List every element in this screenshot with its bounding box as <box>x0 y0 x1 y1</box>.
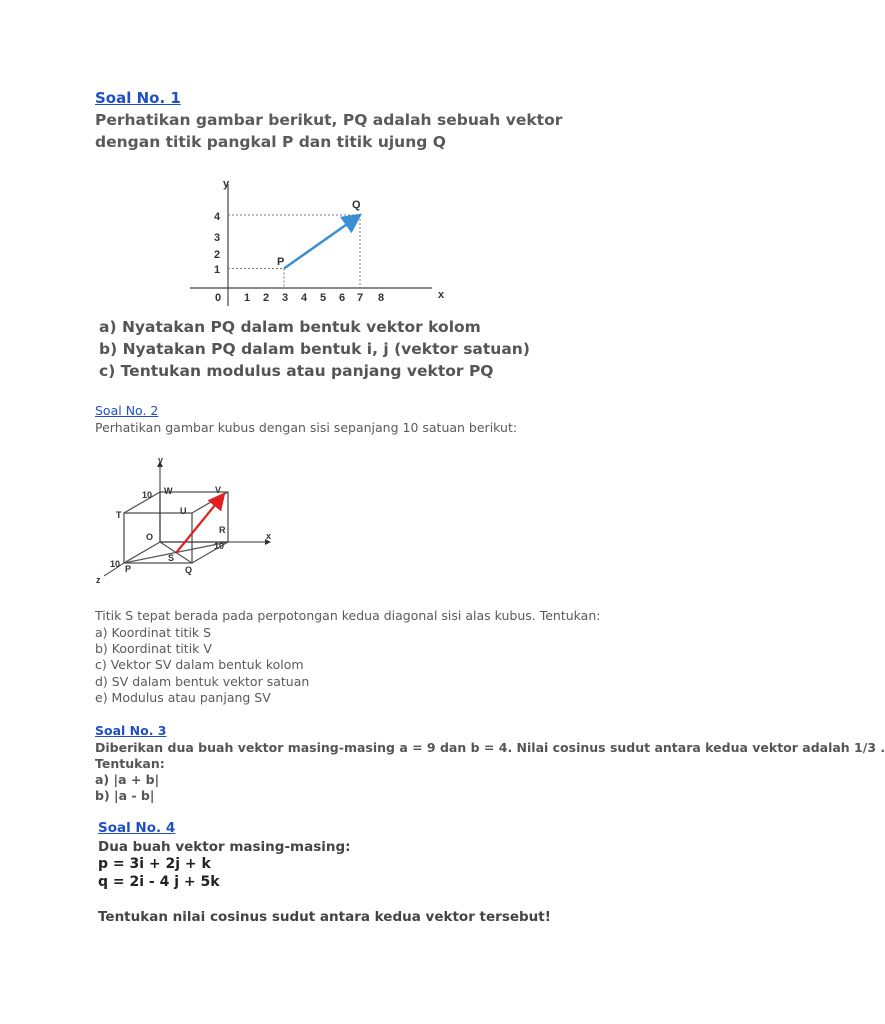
cube-label-y: y <box>158 455 164 465</box>
soal-3-line-1: Diberikan dua buah vektor masing-masing a = 9 dan b = 4. Nilai cosinus sudut antara kedua vektor adalah 1/3 . <box>95 740 885 755</box>
soal-1-question-b: b) Nyatakan PQ dalam bentuk i, j (vektor satuan) <box>99 340 530 358</box>
x-tick-5: 5 <box>319 292 327 304</box>
x-tick-2: 2 <box>262 292 270 304</box>
soal-4-vector-q: q = 2i - 4 j + 5k <box>98 874 220 890</box>
soal-3-line-2: Tentukan: <box>95 756 165 771</box>
cube-label-x: x <box>266 531 272 541</box>
y-axis-label: y <box>223 178 230 190</box>
soal-2-intro: Perhatikan gambar kubus dengan sisi sepanjang 10 satuan berikut: <box>95 420 518 435</box>
x-tick-8: 8 <box>377 292 385 304</box>
soal-2-item-a: a) Koordinat titik S <box>95 625 212 640</box>
soal-2-item-e: e) Modulus atau panjang SV <box>95 690 271 705</box>
soal-2-item-d: d) SV dalam bentuk vektor satuan <box>95 674 310 689</box>
cube-label-ten-right: 10 <box>214 541 225 551</box>
cube-label-q: Q <box>185 565 193 575</box>
soal-3-title[interactable]: Soal No. 3 <box>95 723 167 738</box>
y-tick-1: 1 <box>213 264 221 276</box>
x-tick-1: 1 <box>243 292 251 304</box>
cube-label-z: z <box>96 575 101 585</box>
soal-2-item-b: b) Koordinat titik V <box>95 641 212 656</box>
vector-pq-figure <box>180 172 460 312</box>
cube-label-t: T <box>116 510 122 520</box>
soal-4-title[interactable]: Soal No. 4 <box>98 820 176 836</box>
cube-label-r: R <box>219 525 226 535</box>
y-tick-2: 2 <box>213 249 221 261</box>
x-axis-label: x <box>438 289 445 301</box>
soal-3-item-b: b) |a - b| <box>95 788 155 803</box>
cube-label-v: V <box>215 485 222 495</box>
point-p-label: P <box>277 256 285 268</box>
x-tick-7: 7 <box>356 292 364 304</box>
soal-2-title[interactable]: Soal No. 2 <box>95 403 159 418</box>
cube-label-s: S <box>168 553 175 563</box>
x-tick-0: 0 <box>214 292 222 304</box>
soal-4-line-1: Dua buah vektor masing-masing: <box>98 839 351 855</box>
vector-pq-arrow <box>284 215 360 269</box>
y-tick-4: 4 <box>213 211 221 223</box>
x-tick-3: 3 <box>281 292 289 304</box>
x-tick-4: 4 <box>300 292 308 304</box>
soal-1-question-c: c) Tentukan modulus atau panjang vektor PQ <box>99 362 494 380</box>
cube-label-u: U <box>180 506 187 516</box>
x-tick-6: 6 <box>338 292 346 304</box>
cube-label-o: O <box>146 532 154 542</box>
soal-2-item-c: c) Vektor SV dalam bentuk kolom <box>95 657 304 672</box>
soal-4-task: Tentukan nilai cosinus sudut antara kedua vektor tersebut! <box>98 909 551 925</box>
point-q-label: Q <box>352 199 361 211</box>
cube-label-ten-left: 10 <box>110 559 121 569</box>
soal-1-question-a: a) Nyatakan PQ dalam bentuk vektor kolom <box>99 318 481 336</box>
cube-figure <box>90 450 290 590</box>
cube-label-p: P <box>125 564 132 574</box>
soal-3-item-a: a) |a + b| <box>95 772 160 787</box>
cube-back-face <box>160 492 228 542</box>
soal-1-title[interactable]: Soal No. 1 <box>95 89 181 107</box>
soal-4-vector-p: p = 3i + 2j + k <box>98 856 211 872</box>
y-tick-3: 3 <box>213 232 221 244</box>
soal-1-line-1: Perhatikan gambar berikut, PQ adalah sebuah vektor <box>95 111 563 129</box>
cube-label-w: W <box>164 486 173 496</box>
soal-2-line-1: Titik S tepat berada pada perpotongan kedua diagonal sisi alas kubus. Tentukan: <box>95 608 601 623</box>
cube-label-ten-top: 10 <box>142 490 153 500</box>
soal-1-line-2: dengan titik pangkal P dan titik ujung Q <box>95 133 446 151</box>
